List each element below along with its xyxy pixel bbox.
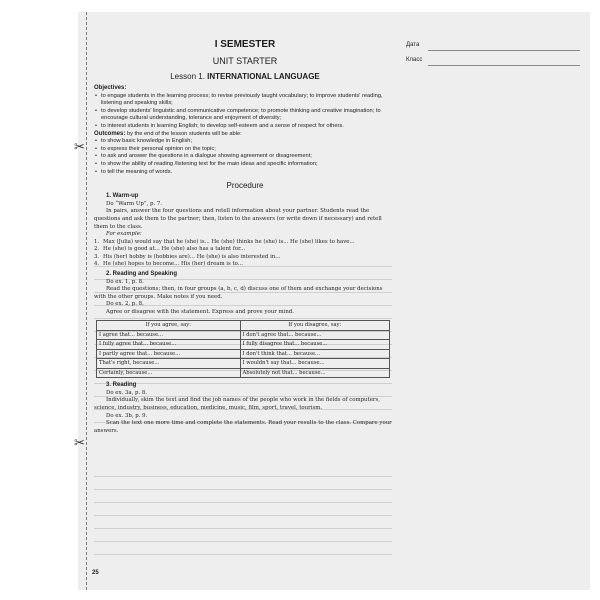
cut-line: [86, 12, 87, 590]
table-header-row: [97, 320, 390, 330]
lesson-prefix: Lesson 1.: [170, 72, 208, 81]
example-number: 4.: [94, 261, 100, 268]
warmup-heading: 1. Warm-up: [106, 193, 139, 200]
reading-text: Scan the text one more time and complete the statements. Read your results to the class. Compare your answers.: [94, 420, 392, 434]
table-row: [97, 330, 390, 340]
class-field[interactable]: [428, 65, 580, 66]
outcomes-label: Outcomes:: [94, 130, 126, 137]
objective-item: • to interest students in learning English; to develop self-esteem and a sense of respect for others.: [94, 123, 396, 131]
example-text: He (she) hopes to become... His (her) dream is to...: [103, 261, 243, 268]
scissors-icon-bottom: ✂: [74, 435, 85, 450]
outcomes-heading: [94, 131, 396, 139]
rs-line: Do ex. 2, p. 8.: [106, 301, 144, 308]
date-field[interactable]: [428, 50, 580, 51]
outcomes-intro: by the end of the lesson students will be able:: [126, 130, 242, 137]
lesson-title: [94, 70, 396, 83]
example-number: 1.: [94, 238, 100, 245]
table-row: [97, 368, 390, 378]
outcome-item: • to tell the meaning of words.: [94, 169, 396, 177]
warmup-block: [94, 201, 396, 269]
semester-title: I SEMESTER: [214, 39, 276, 50]
reading-speaking-block: [94, 279, 396, 317]
warmup-text: In pairs, answer the four questions and retell information about your partner. Students read the questions and ask them to the partner; then, listen to the answers (or write down if necessary) and retell them to the class.: [94, 208, 382, 230]
table-cell: I fully agree that... because...: [97, 340, 241, 350]
outcome-item: • to show the ability of reading /listening text for the main ideas and specific information;: [94, 161, 396, 169]
class-label: Класс: [406, 57, 423, 63]
example-item: [94, 246, 396, 254]
example-item: [94, 261, 396, 269]
warmup-line: Do “Warm Up”, p. 7.: [106, 200, 163, 207]
table-header: If you agree, say:: [97, 320, 241, 330]
table-cell: I fully disagree that... because...: [240, 340, 389, 350]
outcome-item: • to ask and answer the questions in a dialogue showing agreement or disagreement;: [94, 153, 396, 161]
reading-speaking-heading: 2. Reading and Speaking: [106, 271, 178, 278]
example-text: He (she) is good at... He (she) also has a talent for...: [103, 246, 246, 253]
reading-line: Do ex. 3b, p. 9.: [106, 412, 148, 419]
procedure-title: Procedure: [226, 181, 264, 191]
example-text: His (her) hobby is (hobbies are)... He (she) is also interested in...: [103, 253, 281, 260]
table-header: If you disagree, say:: [240, 320, 389, 330]
reading-block: [94, 390, 396, 436]
unit-title: UNIT STARTER: [212, 56, 278, 66]
table-cell: Certainly, because...: [97, 368, 241, 378]
objectives-block: [94, 85, 396, 176]
table-cell: That's right, because...: [97, 359, 241, 369]
table-cell: I don't agree that... because...: [240, 330, 389, 340]
table-cell: Absolutely not that... because...: [240, 368, 389, 378]
table-cell: I partly agree that... because...: [97, 349, 241, 359]
lesson-name: INTERNATIONAL LANGUAGE: [207, 72, 320, 81]
example-text: Max (Julia) would say that he (she) is... He (she) thinks he (she) is... He (she) likes to have...: [103, 238, 355, 245]
table-cell: I agree that... because...: [97, 330, 241, 340]
objective-item: • to develop students' linguistic and communicative competence; to promote thinking and creative imagination; to encourage cultural understanding, tolerance and enjoyment of diversity;: [94, 108, 396, 123]
date-label: Дата: [406, 42, 420, 48]
example-number: 2.: [94, 246, 100, 253]
lesson-content: [94, 38, 396, 435]
outcome-item: • to show basic knowledge in English;: [94, 138, 396, 146]
table-cell: I wouldn't say that... because...: [240, 359, 389, 369]
reading-heading: 3. Reading: [106, 382, 137, 389]
reading-line: Do ex. 3a, p. 8.: [106, 389, 148, 396]
outcome-item: • to express their personal opinion on the topic;: [94, 146, 396, 154]
table-row: [97, 340, 390, 350]
rs-text: Read the questions; then, in four groups (a, b, c, d) discuss one of them and exchange your decisions with the other groups. Make notes if you need.: [94, 286, 383, 300]
page-number: 25: [92, 570, 99, 576]
scissors-icon-top: ✂: [74, 139, 85, 154]
agree-disagree-table: [96, 320, 390, 379]
rs-text: Agree or disagree with the statement. Express and prove your mind.: [106, 309, 294, 316]
example-label: For example:: [106, 231, 142, 238]
rs-line: Do ex. 1, p. 8.: [106, 278, 144, 285]
objectives-label: Objectives:: [94, 85, 127, 91]
reading-text: Individually, skim the text and find the job names of the people who work in the fields of computers, science, industry, business, education, medicine, music, film, sport, travel, tourism.: [94, 397, 380, 411]
objective-item: • to engage students in the learning process; to revise previously taught vocabulary; to improve students' reading, listening and speaking skills;: [94, 93, 396, 108]
table-row: [97, 359, 390, 369]
table-cell: I don't think that... because...: [240, 349, 389, 359]
table-row: [97, 349, 390, 359]
example-number: 3.: [94, 253, 100, 260]
